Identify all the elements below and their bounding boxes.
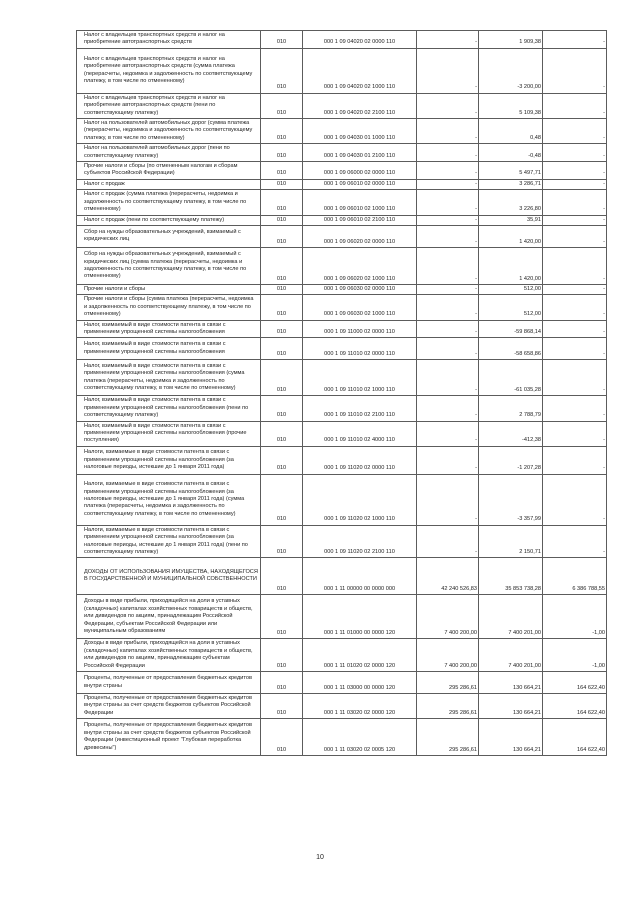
row-name: Доходы в виде прибыли, приходящейся на доли в уставных (складочных) капиталах хозяйственных товариществ и обществ, или дивидендов по акциям, принадлежащим Российской Федерации, субъектам Российской Федерации или муниципальным образованиям (77, 595, 261, 639)
classification-code: 000 1 09 06010 02 2100 110 (303, 215, 417, 225)
executed-amount: -59 868,14 (479, 320, 543, 338)
approved-amount: - (417, 421, 479, 446)
unexecuted-amount: -1,00 (543, 639, 607, 672)
table-row (77, 525, 607, 558)
unexecuted-amount: - (543, 225, 607, 247)
classification-code: 000 1 09 06000 02 0000 110 (303, 162, 417, 180)
approved-amount: 295 286,61 (417, 694, 479, 719)
classification-code: 000 1 09 06010 02 0000 110 (303, 179, 417, 189)
line-code: 010 (261, 93, 303, 118)
approved-amount: - (417, 320, 479, 338)
approved-amount: - (417, 31, 479, 49)
row-name: Налог с продаж (77, 179, 261, 189)
line-code: 010 (261, 320, 303, 338)
executed-amount: 130 664,21 (479, 672, 543, 694)
line-code: 010 (261, 162, 303, 180)
row-name: Налоги, взимаемые в виде стоимости патента в связи с применением упрощенной системы налогообложения (за налоговые периоды, истекшие до 1 января 2011 года) (пени по соответствующему платежу) (77, 525, 261, 558)
executed-amount: 35,91 (479, 215, 543, 225)
row-name: ДОХОДЫ ОТ ИСПОЛЬЗОВАНИЯ ИМУЩЕСТВА, НАХОДЯЩЕГОСЯ В ГОСУДАРСТВЕННОЙ И МУНИЦИПАЛЬНОЙ СОБСТВЕННОСТИ (77, 558, 261, 595)
line-code: 010 (261, 595, 303, 639)
unexecuted-amount: - (543, 360, 607, 396)
unexecuted-amount: - (543, 179, 607, 189)
table-row (77, 639, 607, 672)
executed-amount: -0,48 (479, 144, 543, 162)
executed-amount: 1 420,00 (479, 225, 543, 247)
approved-amount: - (417, 474, 479, 525)
table-row (77, 93, 607, 118)
row-name: Проценты, полученные от предоставления бюджетных кредитов внутри страны за счет средств бюджетов субъектов Российской Федерации (инвестиционный проект "Глубокая переработка древесины") (77, 719, 261, 756)
report-table-body (77, 31, 607, 756)
executed-amount: 1 909,38 (479, 31, 543, 49)
classification-code: 000 1 09 06030 02 0000 110 (303, 284, 417, 294)
classification-code: 000 1 11 01020 02 0000 120 (303, 639, 417, 672)
line-code: 010 (261, 295, 303, 320)
executed-amount: 2 150,71 (479, 525, 543, 558)
table-row (77, 558, 607, 595)
line-code: 010 (261, 558, 303, 595)
line-code: 010 (261, 446, 303, 474)
unexecuted-amount: - (543, 525, 607, 558)
classification-code: 000 1 09 04020 02 0000 110 (303, 31, 417, 49)
line-code: 010 (261, 225, 303, 247)
approved-amount: 295 286,61 (417, 719, 479, 756)
approved-amount: - (417, 190, 479, 215)
classification-code: 000 1 11 03000 00 0000 120 (303, 672, 417, 694)
unexecuted-amount: - (543, 320, 607, 338)
executed-amount: 130 664,21 (479, 719, 543, 756)
table-row (77, 179, 607, 189)
approved-amount: - (417, 48, 479, 93)
classification-code: 000 1 09 11020 02 0000 110 (303, 446, 417, 474)
table-row (77, 360, 607, 396)
unexecuted-amount: - (543, 119, 607, 144)
table-row (77, 338, 607, 360)
executed-amount: -412,38 (479, 421, 543, 446)
approved-amount: - (417, 295, 479, 320)
classification-code: 000 1 09 11000 02 0000 110 (303, 320, 417, 338)
table-row (77, 320, 607, 338)
line-code: 010 (261, 474, 303, 525)
table-row (77, 396, 607, 421)
classification-code: 000 1 09 11010 02 4000 110 (303, 421, 417, 446)
table-row (77, 225, 607, 247)
approved-amount: - (417, 446, 479, 474)
approved-amount: - (417, 284, 479, 294)
unexecuted-amount: - (543, 93, 607, 118)
executed-amount: -3 200,00 (479, 48, 543, 93)
unexecuted-amount: - (543, 284, 607, 294)
approved-amount: - (417, 360, 479, 396)
line-code: 010 (261, 144, 303, 162)
executed-amount: -3 357,99 (479, 474, 543, 525)
unexecuted-amount: - (543, 396, 607, 421)
classification-code: 000 1 09 06020 02 1000 110 (303, 247, 417, 284)
row-name: Сбор на нужды образовательных учреждений, взимаемый с юридических лиц (сумма платежа (перерасчеты, недоимка и задолженность по соответствующему платежу, в том числе по отмененному) (77, 247, 261, 284)
unexecuted-amount: - (543, 48, 607, 93)
table-row (77, 48, 607, 93)
approved-amount: - (417, 525, 479, 558)
row-name: Прочие налоги и сборы (сумма платежа (перерасчеты, недоимка и задолженность по соответствующему платежу, в том числе по отмененному) (77, 295, 261, 320)
table-row (77, 474, 607, 525)
classification-code: 000 1 11 03020 02 0000 120 (303, 694, 417, 719)
unexecuted-amount: - (543, 421, 607, 446)
table-row (77, 119, 607, 144)
table-row (77, 446, 607, 474)
row-name: Доходы в виде прибыли, приходящейся на доли в уставных (складочных) капиталах хозяйственных товариществ и обществ, или дивидендов по акциям, принадлежащим субъектам Российской Федерации (77, 639, 261, 672)
row-name: Налог с владельцев транспортных средств и налог на приобретение автотранспортных средств (пени по соответствующему платежу) (77, 93, 261, 118)
classification-code: 000 1 09 11010 02 0000 110 (303, 338, 417, 360)
line-code: 010 (261, 360, 303, 396)
classification-code: 000 1 09 04030 01 2100 110 (303, 144, 417, 162)
executed-amount: 5 109,38 (479, 93, 543, 118)
approved-amount: - (417, 225, 479, 247)
unexecuted-amount: - (543, 31, 607, 49)
line-code: 010 (261, 694, 303, 719)
approved-amount: 7 400 200,00 (417, 595, 479, 639)
unexecuted-amount: 164 622,40 (543, 672, 607, 694)
table-row (77, 31, 607, 49)
executed-amount: 7 400 201,00 (479, 595, 543, 639)
classification-code: 000 1 11 01000 00 0000 120 (303, 595, 417, 639)
classification-code: 000 1 11 00000 00 0000 000 (303, 558, 417, 595)
table-row (77, 144, 607, 162)
classification-code: 000 1 09 11020 02 2100 110 (303, 525, 417, 558)
line-code: 010 (261, 179, 303, 189)
approved-amount: 295 286,61 (417, 672, 479, 694)
line-code: 010 (261, 190, 303, 215)
row-name: Налог с владельцев транспортных средств и налог на приобретение автотранспортных средств (77, 31, 261, 49)
table-row (77, 295, 607, 320)
row-name: Налог, взимаемый в виде стоимости патента в связи с применением упрощенной системы налогообложения (77, 320, 261, 338)
row-name: Проценты, полученные от предоставления бюджетных кредитов внутри страны (77, 672, 261, 694)
unexecuted-amount: - (543, 215, 607, 225)
executed-amount: 0,48 (479, 119, 543, 144)
table-row (77, 595, 607, 639)
executed-amount: -58 658,86 (479, 338, 543, 360)
table-row (77, 421, 607, 446)
revenue-report-table (76, 30, 607, 756)
row-name: Сбор на нужды образовательных учреждений, взимаемый с юридических лиц (77, 225, 261, 247)
approved-amount: - (417, 338, 479, 360)
classification-code: 000 1 11 03020 02 0005 120 (303, 719, 417, 756)
classification-code: 000 1 09 11020 02 1000 110 (303, 474, 417, 525)
unexecuted-amount: - (543, 247, 607, 284)
executed-amount: 512,00 (479, 284, 543, 294)
classification-code: 000 1 09 11010 02 2100 110 (303, 396, 417, 421)
classification-code: 000 1 09 06020 02 0000 110 (303, 225, 417, 247)
line-code: 010 (261, 247, 303, 284)
unexecuted-amount: 164 622,40 (543, 719, 607, 756)
row-name: Налог, взимаемый в виде стоимости патента в связи с применением упрощенной системы налогообложения (77, 338, 261, 360)
unexecuted-amount: - (543, 338, 607, 360)
table-row (77, 284, 607, 294)
classification-code: 000 1 09 04030 01 1000 110 (303, 119, 417, 144)
approved-amount: - (417, 162, 479, 180)
table-row (77, 215, 607, 225)
unexecuted-amount: 164 622,40 (543, 694, 607, 719)
row-name: Налог с владельцев транспортных средств и налог на приобретение автотранспортных средств (сумма платежа (перерасчеты, недоимка и задолженность по соответствующему платежу, в том числе по отмененному) (77, 48, 261, 93)
executed-amount: 130 664,21 (479, 694, 543, 719)
line-code: 010 (261, 31, 303, 49)
table-row (77, 672, 607, 694)
row-name: Налог на пользователей автомобильных дорог (сумма платежа (перерасчеты, недоимка и задолженность по соответствующему платежу, в том числе по отмененному) (77, 119, 261, 144)
row-name: Налог, взимаемый в виде стоимости патента в связи с применением упрощенной системы налогообложения (сумма платежа (перерасчеты, недоимка и задолженность по соответствующему платежу, в том числе по отмененному) (77, 360, 261, 396)
row-name: Налог с продаж (сумма платежа (перерасчеты, недоимка и задолженность по соответствующему платежу, в том числе по отмененному) (77, 190, 261, 215)
executed-amount: 5 497,71 (479, 162, 543, 180)
approved-amount: - (417, 179, 479, 189)
line-code: 010 (261, 639, 303, 672)
line-code: 010 (261, 672, 303, 694)
executed-amount: -61 035,28 (479, 360, 543, 396)
table-row (77, 247, 607, 284)
unexecuted-amount: - (543, 474, 607, 525)
line-code: 010 (261, 421, 303, 446)
row-name: Прочие налоги и сборы (по отмененным налогам и сборам субъектов Российской Федерации) (77, 162, 261, 180)
row-name: Налог, взимаемый в виде стоимости патента в связи с применением упрощенной системы налогообложения (прочие поступления) (77, 421, 261, 446)
executed-amount: 3 226,80 (479, 190, 543, 215)
classification-code: 000 1 09 04020 02 1000 110 (303, 48, 417, 93)
unexecuted-amount: - (543, 446, 607, 474)
classification-code: 000 1 09 11010 02 1000 110 (303, 360, 417, 396)
unexecuted-amount: - (543, 144, 607, 162)
approved-amount: - (417, 144, 479, 162)
approved-amount: - (417, 93, 479, 118)
approved-amount: 7 400 200,00 (417, 639, 479, 672)
row-name: Налог с продаж (пени по соответствующему платежу) (77, 215, 261, 225)
executed-amount: 512,00 (479, 295, 543, 320)
executed-amount: 2 788,79 (479, 396, 543, 421)
approved-amount: - (417, 396, 479, 421)
approved-amount: 42 240 526,83 (417, 558, 479, 595)
row-name: Налог, взимаемый в виде стоимости патента в связи с применением упрощенной системы налогообложения (пени по соответствующему платежу) (77, 396, 261, 421)
line-code: 010 (261, 719, 303, 756)
table-row (77, 694, 607, 719)
approved-amount: - (417, 247, 479, 284)
line-code: 010 (261, 396, 303, 421)
classification-code: 000 1 09 06010 02 1000 110 (303, 190, 417, 215)
line-code: 010 (261, 215, 303, 225)
row-name: Прочие налоги и сборы (77, 284, 261, 294)
executed-amount: -1 207,28 (479, 446, 543, 474)
unexecuted-amount: - (543, 295, 607, 320)
executed-amount: 3 286,71 (479, 179, 543, 189)
table-row (77, 719, 607, 756)
line-code: 010 (261, 338, 303, 360)
unexecuted-amount: - (543, 190, 607, 215)
table-row (77, 190, 607, 215)
unexecuted-amount: 6 386 788,55 (543, 558, 607, 595)
row-name: Налоги, взимаемые в виде стоимости патента в связи с применением упрощенной системы налогообложения (за налоговые периоды, истекшие до 1 января 2011 года) (77, 446, 261, 474)
page-number: 10 (316, 854, 324, 861)
executed-amount: 1 420,00 (479, 247, 543, 284)
table-row (77, 162, 607, 180)
executed-amount: 35 853 738,28 (479, 558, 543, 595)
row-name: Налоги, взимаемые в виде стоимости патента в связи с применением упрощенной системы налогообложения (за налоговые периоды, истекшие до 1 января 2011 года) (сумма платежа (перерасчеты, недоимка и задолженность по соответствующему платежу, в том числе по отмененному) (77, 474, 261, 525)
unexecuted-amount: -1,00 (543, 595, 607, 639)
line-code: 010 (261, 525, 303, 558)
row-name: Проценты, полученные от предоставления бюджетных кредитов внутри страны за счет средств бюджетов субъектов Российской Федерации (77, 694, 261, 719)
classification-code: 000 1 09 04020 02 2100 110 (303, 93, 417, 118)
classification-code: 000 1 09 06030 02 1000 110 (303, 295, 417, 320)
executed-amount: 7 400 201,00 (479, 639, 543, 672)
line-code: 010 (261, 284, 303, 294)
unexecuted-amount: - (543, 162, 607, 180)
row-name: Налог на пользователей автомобильных дорог (пени по соответствующему платежу) (77, 144, 261, 162)
line-code: 010 (261, 48, 303, 93)
approved-amount: - (417, 119, 479, 144)
line-code: 010 (261, 119, 303, 144)
approved-amount: - (417, 215, 479, 225)
